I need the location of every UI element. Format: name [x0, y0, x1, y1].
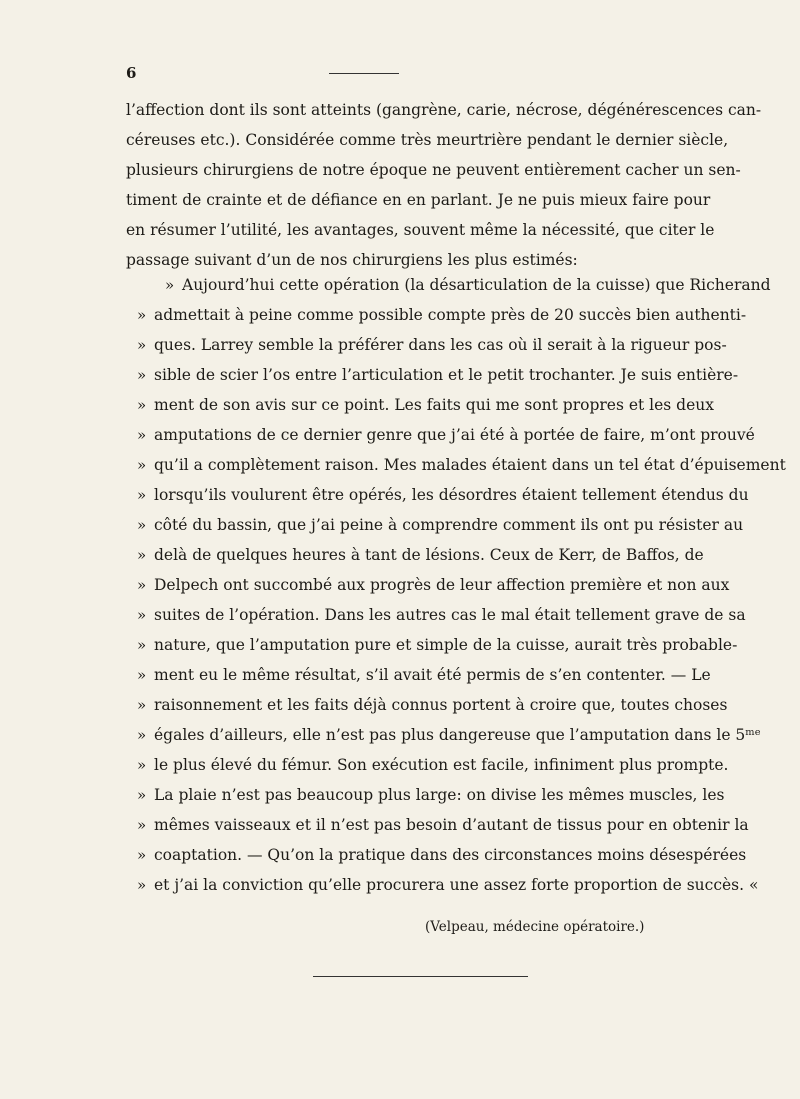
text-line: plusieurs chirurgiens de notre époque ne peuvent entièrement cacher un sen- [126, 161, 741, 179]
quote-line: mêmes vaisseaux et il n’est pas besoin d’autant de tissus pour en obtenir la [154, 816, 749, 834]
citation: (Velpeau, médecine opératoire.) [425, 919, 645, 935]
quote-mark: » [137, 816, 147, 834]
quote-mark: » [137, 576, 147, 594]
quote-mark: » [137, 456, 147, 474]
quote-mark: » [137, 786, 147, 804]
quote-mark: » [137, 426, 147, 444]
text-line: passage suivant d’un de nos chirurgiens les plus estimés: [126, 251, 578, 269]
text-line: céreuses etc.). Considérée comme très meurtrière pendant le dernier siècle, [126, 131, 729, 149]
quote-line: et j’ai la conviction qu’elle procurera une assez forte proportion de succès. « [154, 876, 759, 894]
quote-line: sible de scier l’os entre l’articulation et le petit trochanter. Je suis entière- [154, 366, 739, 384]
quote-line: amputations de ce dernier genre que j’ai été à portée de faire, m’ont prouvé [154, 426, 755, 444]
quote-line: lorsqu’ils voulurent être opérés, les désordres étaient tellement étendus du [154, 486, 749, 504]
quotation-block [154, 270, 786, 900]
quote-line: ment eu le même résultat, s’il avait été permis de s’en contenter. — Le [154, 666, 711, 684]
page-number: 6 [126, 64, 137, 82]
quote-mark: » [137, 516, 147, 534]
text-line: en résumer l’utilité, les avantages, souvent même la nécessité, que citer le [126, 221, 715, 239]
quote-mark: » [137, 756, 147, 774]
quote-line: delà de quelques heures à tant de lésions. Ceux de Kerr, de Baffos, de [154, 546, 704, 564]
text-line: timent de crainte et de défiance en en parlant. Je ne puis mieux faire pour [126, 191, 711, 209]
quote-mark: » [165, 276, 175, 294]
quote-line: qu’il a complètement raison. Mes malades étaient dans un tel état d’épuisement [154, 456, 786, 474]
quote-line: nature, que l’amputation pure et simple de la cuisse, aurait très probable- [154, 636, 738, 654]
header-rule [329, 73, 399, 74]
text-line: l’affection dont ils sont atteints (gangrène, carie, nécrose, dégénérescences can- [126, 101, 762, 119]
quote-line: côté du bassin, que j’ai peine à comprendre comment ils ont pu résister au [154, 516, 744, 534]
quote-line: suites de l’opération. Dans les autres cas le mal était tellement grave de sa [154, 606, 746, 624]
quote-line: La plaie n’est pas beaucoup plus large: on divise les mêmes muscles, les [154, 786, 725, 804]
quote-mark: » [137, 606, 147, 624]
quote-line: Delpech ont succombé aux progrès de leur affection première et non aux [154, 576, 730, 594]
quote-line: raisonnement et les faits déjà connus portent à croire que, toutes choses [154, 696, 728, 714]
quote-mark: » [137, 366, 147, 384]
quote-mark: » [137, 846, 147, 864]
quote-mark: » [137, 696, 147, 714]
quote-line: Aujourd’hui cette opération (la désarticulation de la cuisse) que Richerand [182, 276, 771, 294]
quote-line: ques. Larrey semble la préférer dans les cas où il serait à la rigueur pos- [154, 336, 727, 354]
quote-line: coaptation. — Qu’on la pratique dans des circonstances moins désespérées [154, 846, 747, 864]
quote-mark: » [137, 306, 147, 324]
quote-line: égales d’ailleurs, elle n’est pas plus dangereuse que l’amputation dans le 5ᵐᵉ [154, 726, 761, 744]
bottom-rule [313, 976, 528, 977]
quote-mark: » [137, 876, 147, 894]
quote-line: le plus élevé du fémur. Son exécution est facile, infiniment plus prompte. [154, 756, 729, 774]
quote-mark: » [137, 486, 147, 504]
quote-mark: » [137, 666, 147, 684]
quote-line: admettait à peine comme possible compte près de 20 succès bien authenti- [154, 306, 747, 324]
quote-mark: » [137, 546, 147, 564]
quote-mark: » [137, 636, 147, 654]
quote-mark: » [137, 336, 147, 354]
quote-line: ment de son avis sur ce point. Les faits qui me sont propres et les deux [154, 396, 715, 414]
intro-paragraph [126, 95, 762, 275]
quote-mark: » [137, 726, 147, 744]
quote-mark: » [137, 396, 147, 414]
